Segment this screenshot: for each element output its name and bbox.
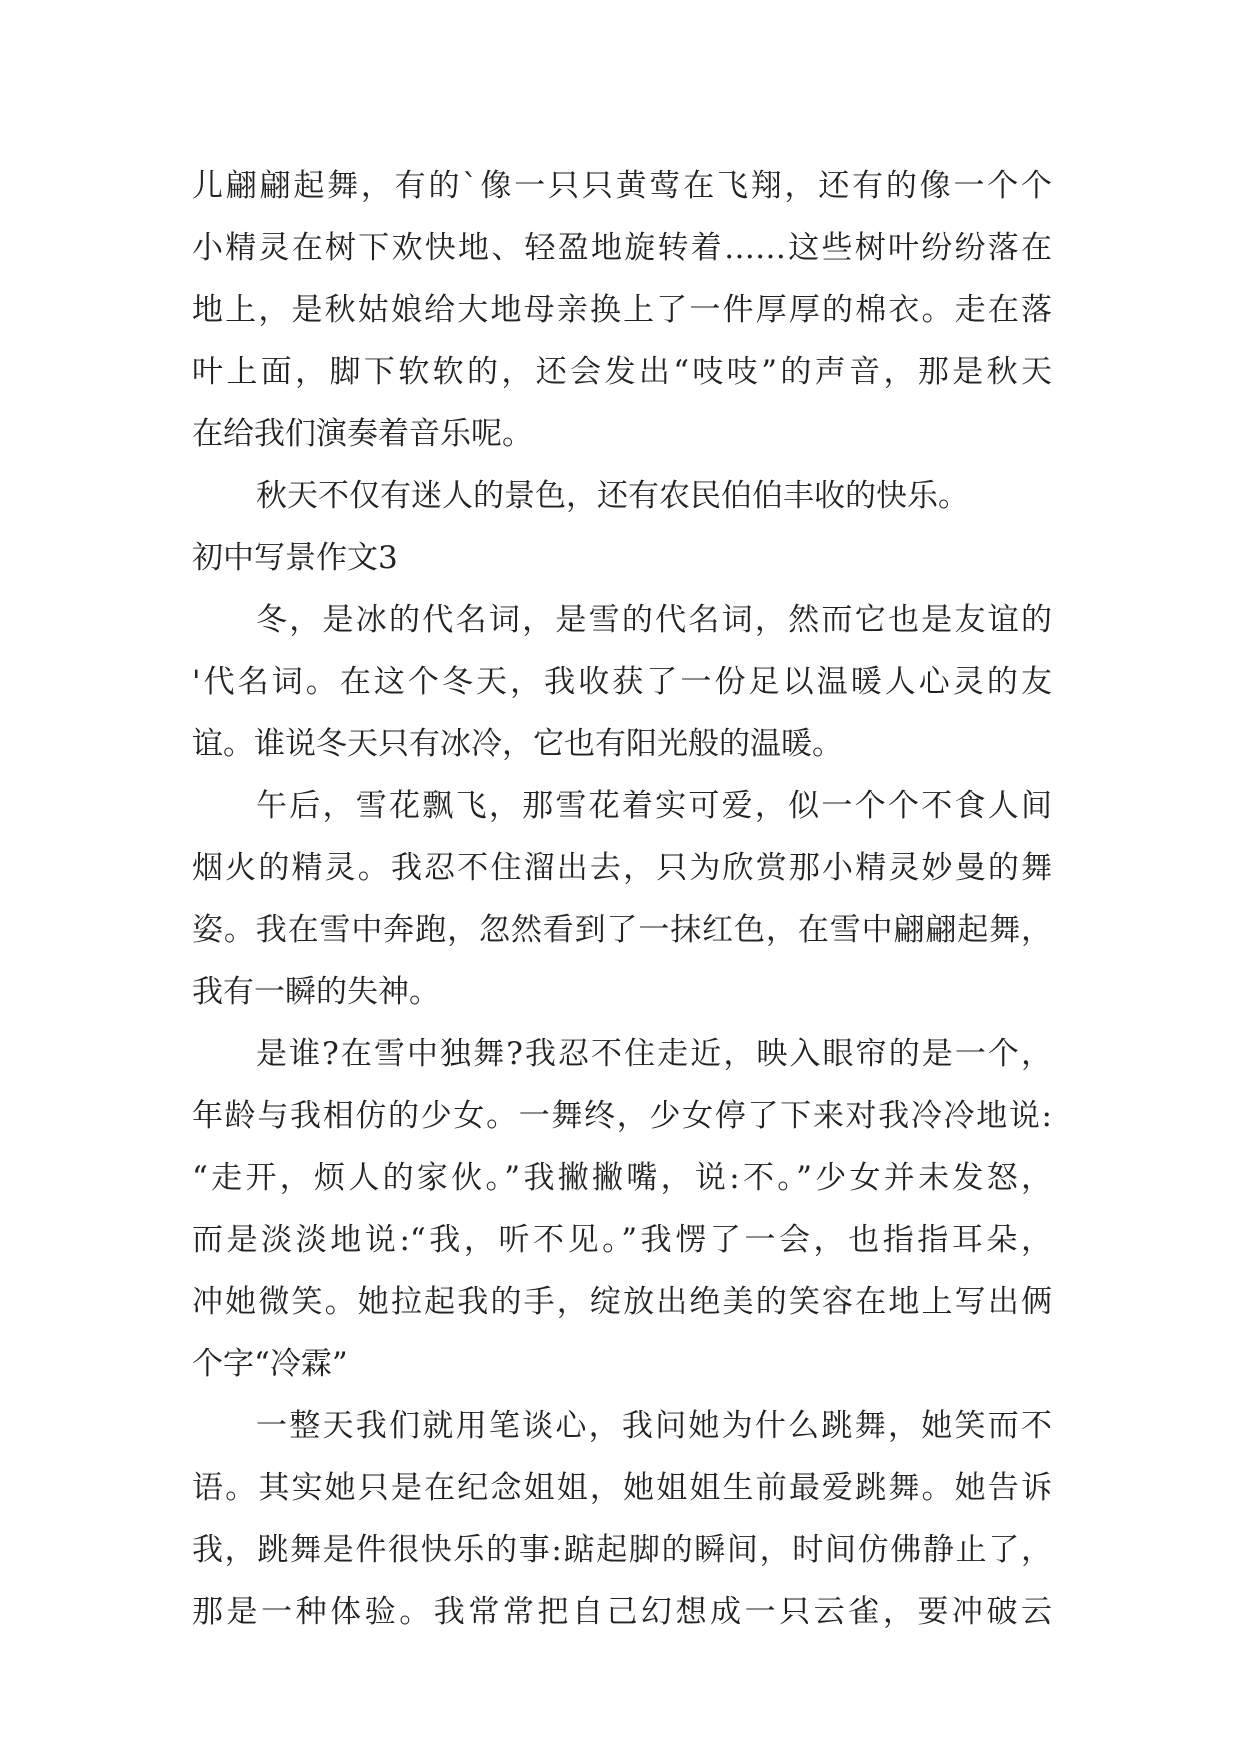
text-line: '代名词。在这个冬天，我收获了一份足以温暖人心灵的友 [192, 664, 1052, 700]
text-line: 而是淡淡地说:“我，听不见。”我愣了一会，也指指耳朵， [192, 1222, 1052, 1258]
text-line: 个字“冷霖” [192, 1346, 348, 1382]
text-line: 儿翩翩起舞，有的`像一只只黄莺在飞翔，还有的像一个个 [192, 168, 1052, 204]
text-line: 午后，雪花飘飞，那雪花着实可爱，似一个个不食人间 [256, 788, 1052, 824]
text-line: “走开，烦人的家伙。”我撇撇嘴，说:不。”少女并未发怒， [192, 1160, 1052, 1196]
text-line: 语。其实她只是在纪念姐姐，她姐姐生前最爱跳舞。她告诉 [192, 1470, 1052, 1506]
text-line: 谊。谁说冬天只有冰冷，它也有阳光般的温暖。 [192, 726, 843, 762]
text-line: 那是一种体验。我常常把自己幻想成一只云雀，要冲破云 [192, 1594, 1052, 1630]
text-line: 在给我们演奏着音乐呢。 [192, 416, 533, 452]
text-line: 小精灵在树下欢快地、轻盈地旋转着……这些树叶纷纷落在 [192, 230, 1052, 266]
text-line: 姿。我在雪中奔跑，忽然看到了一抹红色，在雪中翩翩起舞， [192, 912, 1052, 948]
text-line: 地上，是秋姑娘给大地母亲换上了一件厚厚的棉衣。走在落 [192, 292, 1052, 328]
text-line: 冲她微笑。她拉起我的手，绽放出绝美的笑容在地上写出俩 [192, 1284, 1052, 1320]
text-line: 我有一瞬的失神。 [192, 974, 440, 1010]
text-line: 年龄与我相仿的少女。一舞终，少女停了下来对我冷冷地说: [192, 1098, 1052, 1134]
text-line: 冬，是冰的代名词，是雪的代名词，然而它也是友谊的 [256, 602, 1052, 638]
text-line: 初中写景作文3 [192, 540, 398, 576]
text-line: 叶上面，脚下软软的，还会发出“吱吱”的声音，那是秋天 [192, 354, 1052, 390]
text-line: 秋天不仅有迷人的景色，还有农民伯伯丰收的快乐。 [256, 478, 969, 514]
text-line: 烟火的精灵。我忍不住溜出去，只为欣赏那小精灵妙曼的舞 [192, 850, 1052, 886]
text-line: 一整天我们就用笔谈心，我问她为什么跳舞，她笑而不 [256, 1408, 1052, 1444]
text-line: 是谁?在雪中独舞?我忍不住走近，映入眼帘的是一个， [256, 1036, 1052, 1072]
document-body [192, 155, 1052, 1643]
text-line: 我，跳舞是件很快乐的事:踮起脚的瞬间，时间仿佛静止了， [192, 1532, 1052, 1568]
